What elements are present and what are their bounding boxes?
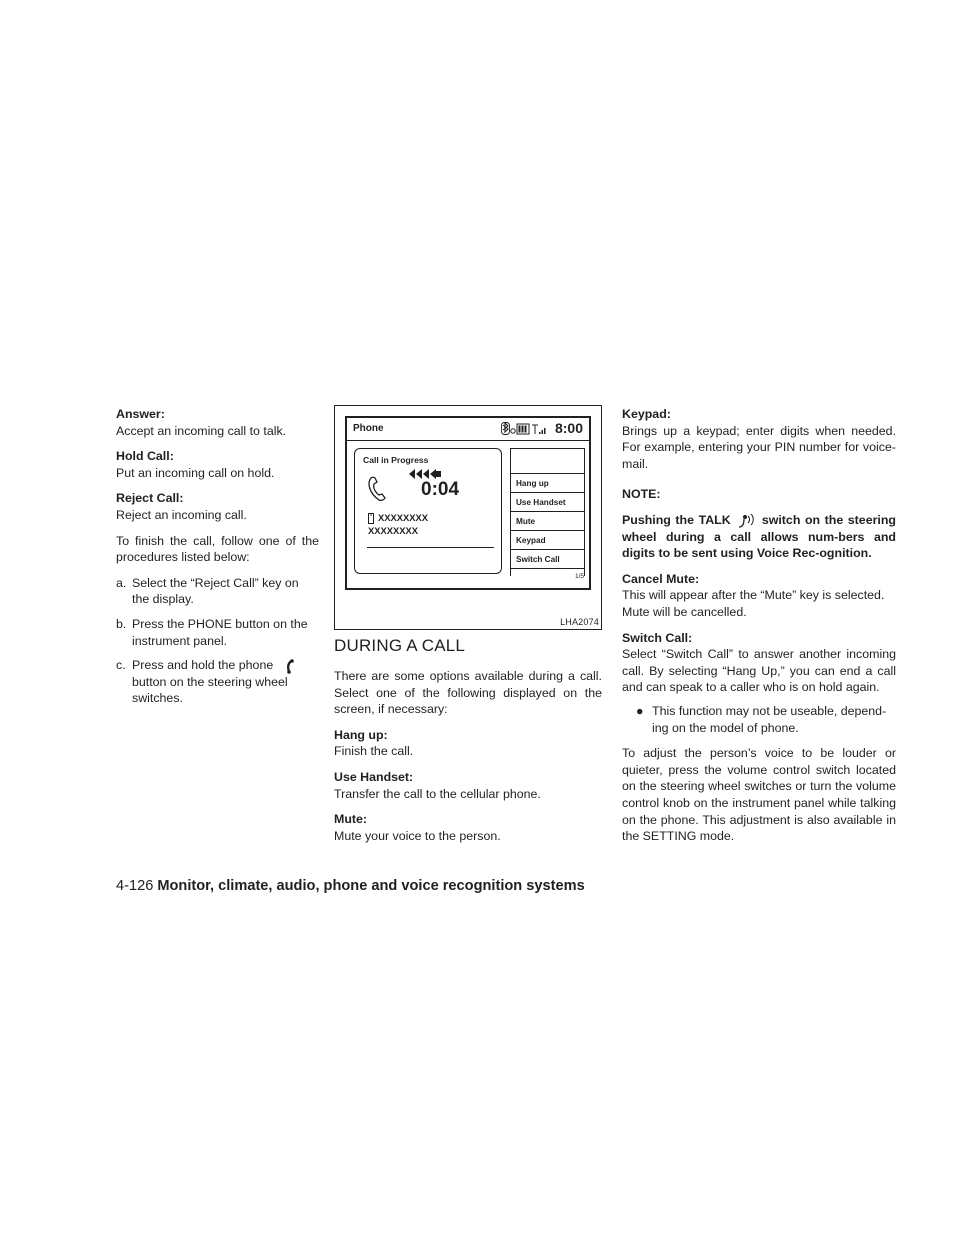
- note-heading: NOTE:: [622, 487, 661, 502]
- mobile-icon: [368, 513, 374, 524]
- hang-up-text: Finish the call.: [334, 744, 414, 759]
- signal-dot-icon: [511, 429, 515, 433]
- signal-strength-icon: [532, 425, 546, 434]
- divider: [367, 547, 494, 548]
- note-text-after: switch on the steering wheel during a call allows num-bers and digits to be sent using Voice Rec-ognition.: [622, 512, 896, 561]
- bullet-text: This function may not be useable, depend-ing on the model of phone.: [652, 704, 887, 735]
- page-number: 4-126: [116, 878, 154, 894]
- talk-icon: [735, 513, 757, 529]
- call-menu: [510, 448, 585, 576]
- cancel-mute-heading: Cancel Mute:: [622, 571, 700, 586]
- cancel-mute-text: This will appear after the “Mute” key is selected. Mute will be cancelled.: [622, 588, 885, 620]
- clock: 8:00: [554, 420, 583, 436]
- mute-text: Mute your voice to the person.: [334, 828, 501, 843]
- hold-call-text: Put an incoming call on hold.: [116, 465, 275, 480]
- caller-number: XXXXXXXX: [368, 525, 419, 536]
- battery-icon: [517, 424, 529, 434]
- reject-call-heading: Reject Call:: [116, 491, 184, 506]
- list-item: [116, 616, 319, 649]
- middle-column: [334, 636, 602, 853]
- adjust-text: To adjust the person’s voice to be louder or quieter, press the volume control switch located on the steering wheel switches or turn the volume control knob on the instrument panel while talking on the phone. This adjustment is also available in the SETTING mode.: [622, 746, 896, 844]
- list-text: Press the PHONE button on the instrument panel.: [132, 616, 308, 648]
- list-text-before: Press and hold the phone: [132, 658, 274, 673]
- caller-name: XXXXXXXX: [378, 512, 429, 523]
- page-indicator: 1/5: [575, 573, 585, 580]
- mute-heading: Mute:: [334, 812, 368, 827]
- list-label: b.: [116, 616, 127, 631]
- section-title: DURING A CALL: [334, 636, 466, 655]
- call-panel: [354, 448, 502, 574]
- reject-call-text: Reject an incoming call.: [116, 507, 247, 522]
- handset-icon: [365, 475, 391, 503]
- answer-text: Accept an incoming call to talk.: [116, 423, 287, 438]
- menu-blank-row: [511, 449, 584, 474]
- status-icons: [501, 422, 551, 436]
- call-timer: 0:04: [421, 479, 460, 500]
- intro-text: There are some options available during a call. Select one of the following displayed on the screen, if necessary:: [334, 669, 602, 717]
- bluetooth-icon: [502, 423, 510, 435]
- menu-switch-call[interactable]: Switch Call: [511, 550, 584, 569]
- use-handset-text: Transfer the call to the cellular phone.: [334, 786, 541, 801]
- switch-call-text: Select “Switch Call” to answer another incoming call. By selecting “Hang Up,” you can end a call and can speak to a caller who is on hold again.: [622, 647, 896, 695]
- page-footer: [116, 877, 585, 895]
- menu-hang-up[interactable]: Hang up: [511, 474, 584, 493]
- note-text: [622, 512, 896, 562]
- screen-header: [347, 418, 589, 441]
- keypad-text: Brings up a keypad; enter digits when needed. For example, entering your PIN number for voice-mail.: [622, 423, 896, 471]
- figure-code: LHA2074: [560, 617, 599, 627]
- hold-call-heading: Hold Call:: [116, 449, 174, 464]
- right-column: [622, 406, 896, 854]
- answer-heading: Answer:: [116, 407, 165, 421]
- list-text: Select the “Reject Call” key on the display.: [132, 575, 299, 607]
- left-column: [116, 406, 319, 715]
- phone-screen-figure: [334, 405, 602, 630]
- phone-icon: [277, 658, 299, 674]
- list-text-after: button on the steering wheel switches.: [132, 674, 288, 706]
- list-item: [116, 657, 319, 707]
- chapter-title: Monitor, climate, audio, phone and voice recognition systems: [157, 878, 585, 894]
- keypad-heading: Keypad:: [622, 407, 671, 421]
- use-handset-heading: Use Handset:: [334, 769, 414, 784]
- bullet-dot: ●: [636, 704, 644, 719]
- call-status: Call in Progress: [363, 455, 429, 465]
- list-label: a.: [116, 575, 127, 590]
- finish-intro: To finish the call, follow one of the procedures listed below:: [116, 533, 319, 565]
- display-screen: [345, 416, 591, 590]
- list-label: c.: [116, 658, 126, 673]
- screen-title: Phone: [353, 423, 384, 434]
- menu-keypad[interactable]: Keypad: [511, 531, 584, 550]
- switch-call-heading: Switch Call:: [622, 630, 693, 645]
- menu-use-handset[interactable]: Use Handset: [511, 493, 584, 512]
- note-text-before: Pushing the TALK: [622, 512, 731, 527]
- menu-mute[interactable]: Mute: [511, 512, 584, 531]
- hang-up-heading: Hang up:: [334, 727, 388, 742]
- bullet-item: [622, 703, 896, 736]
- list-item: [116, 575, 319, 608]
